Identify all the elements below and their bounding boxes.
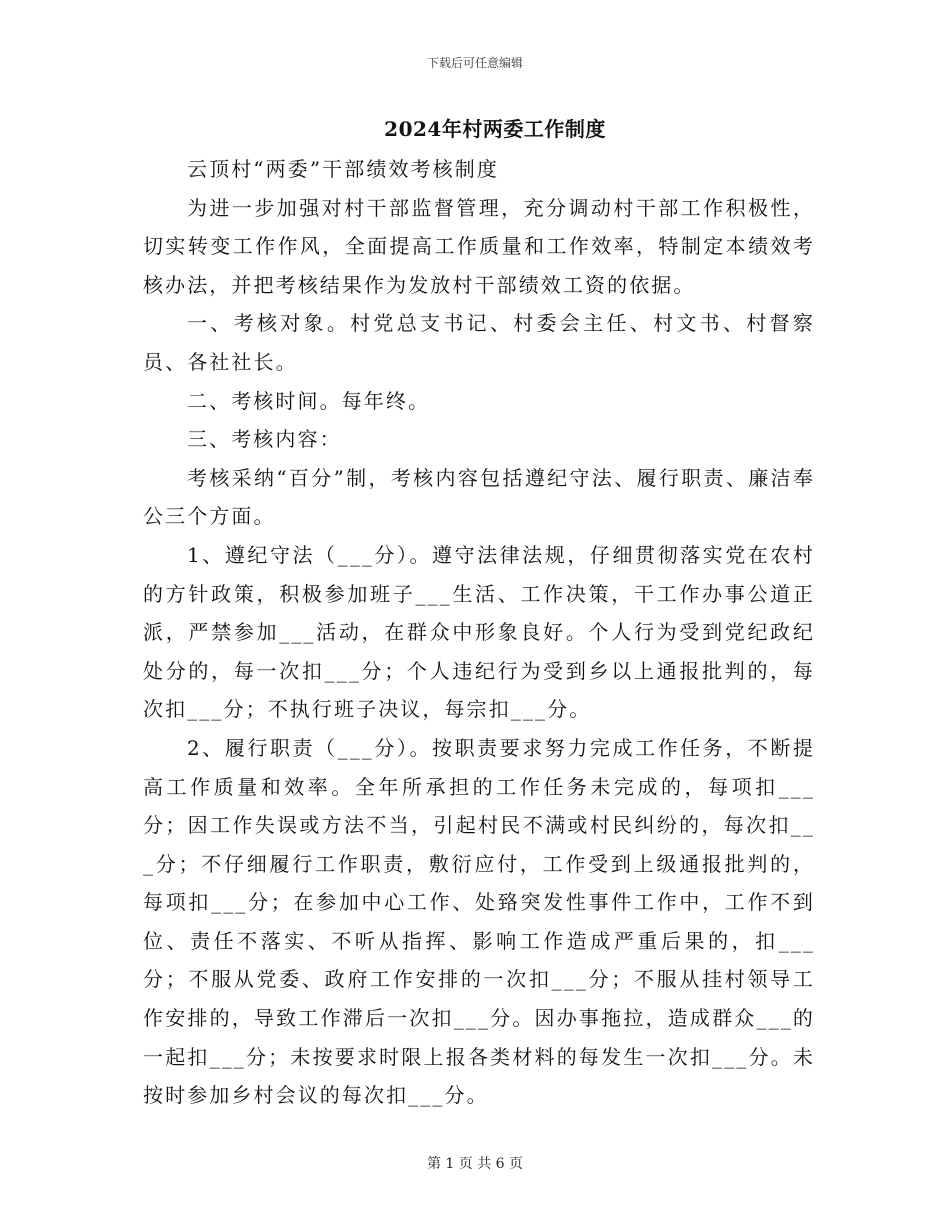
paragraph-time: 二、考核时间。每年终。 [187,388,431,413]
paragraph-scope: 一、考核对象。村党总支书记、村委会主任、村文书、村督察员、各社社长。 [143,311,815,374]
paragraph-intro: 为进一步加强对村干部监督管理，充分调动村干部工作积极性，切实转变工作作风，全面提高工作质量和工作效率，特制定本绩效考核办法，并把考核结果作为发放村干部绩效工资的依据。 [143,195,815,297]
paragraph-subtitle: 云顶村“两委”干部绩效考核制度 [187,157,499,181]
paragraph-scoring: 考核采纳“百分”制，考核内容包括遵纪守法、履行职责、廉洁奉公三个方面。 [143,465,815,529]
paragraph-content-heading: 三、考核内容： [187,427,342,452]
paragraph-discipline: 1、遵纪守法（___分）。遵守法律法规，仔细贯彻落实党在农村的方针政策，积极参加班子___生活、工作决策，干工作办事公道正派，严禁参加___活动，在群众中形象良好。个人行为受到党纪政纪处分的，每一次扣___分；个人违纪行为受到乡以上通报批判的，每次扣___分；不执行班子决议，每宗扣___分。 [143,542,815,722]
paragraph-duties: 2、履行职责（___分）。按职责要求努力完成工作任务，不断提高工作质量和效率。全年所承担的工作任务未完成的，每项扣___分；因工作失误或方法不当，引起村民不满或村民纠纷的，每次扣___分；不仔细履行工作职责，敷衍应付，工作受到上级通报批判的，每项扣___分；在参加中心工作、处臵突发性事件工作中，工作不到位、责任不落实、不听从指挥、影响工作造成严重后果的，扣___分；不服从党委、政府工作安排的一次扣___分；不服从挂村领导工作安排的，导致工作滞后一次扣___分。因办事拖拉，造成群众___的一起扣___分；未按要求时限上报各类材料的每发生一次扣___分。未按时参加乡村会议的每次扣___分。 [143,735,815,1108]
header-note: 下载后可任意编辑 [426,56,523,70]
document-title: 2024年村两委工作制度 [384,117,606,141]
page-number: 第 1 页 共 6 页 [426,1156,524,1172]
document-body [143,150,815,1115]
